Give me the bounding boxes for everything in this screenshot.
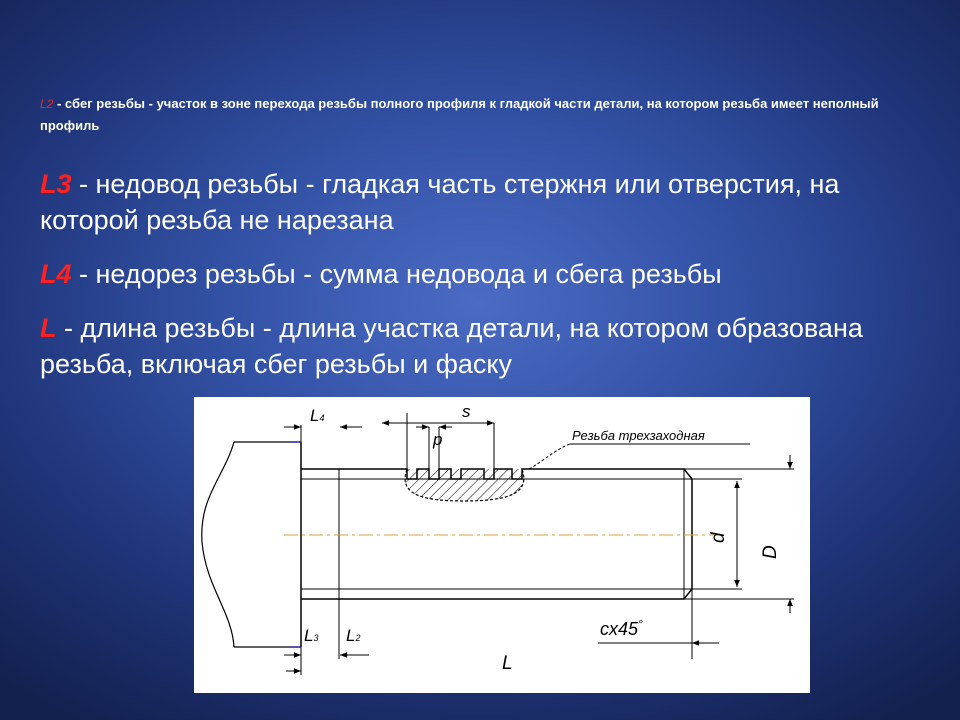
thread-section: [405, 444, 750, 501]
label-d: d: [708, 532, 729, 543]
term-l4: L4: [40, 259, 72, 289]
label-chamfer: cx45°: [600, 617, 643, 639]
thread-drawing: [194, 397, 810, 693]
extension-lines: [301, 413, 794, 675]
term-l2: L2: [40, 97, 54, 111]
blue-lines: [289, 442, 301, 647]
thread-diagram: [194, 397, 810, 693]
definition-l2: - сбег резьбы - участок в зоне перехода резьбы полного профиля к гладкой части детали, на котором резьба имеет неполный профиль: [40, 96, 879, 133]
label-s: s: [462, 402, 471, 421]
definition-l: - длина резьбы - длина участка детали, на котором образована резьба, включая сбег резьбы и фаску: [40, 313, 863, 379]
part-head: [202, 442, 301, 647]
label-l4: L4: [310, 406, 325, 425]
paragraph-l2: [40, 93, 900, 137]
label-D: D: [760, 545, 781, 559]
definition-l4: - недорез резьбы - сумма недовода и сбега резьбы: [71, 259, 722, 289]
term-l3: L3: [40, 169, 72, 199]
paragraph-l3: [40, 166, 920, 238]
paragraph-l4: [40, 256, 920, 292]
label-p: p: [433, 430, 443, 449]
label-L: L: [502, 653, 513, 674]
label-three-start-thread: Резьба трехзаходная: [572, 428, 705, 443]
definition-l3: - недовод резьбы - гладкая часть стержня или отверстия, на которой резьба не нарезана: [40, 169, 840, 235]
paragraph-l: [40, 310, 920, 382]
label-l2: L2: [346, 626, 361, 645]
label-l3: L3: [304, 626, 319, 645]
term-l: L: [40, 313, 57, 343]
